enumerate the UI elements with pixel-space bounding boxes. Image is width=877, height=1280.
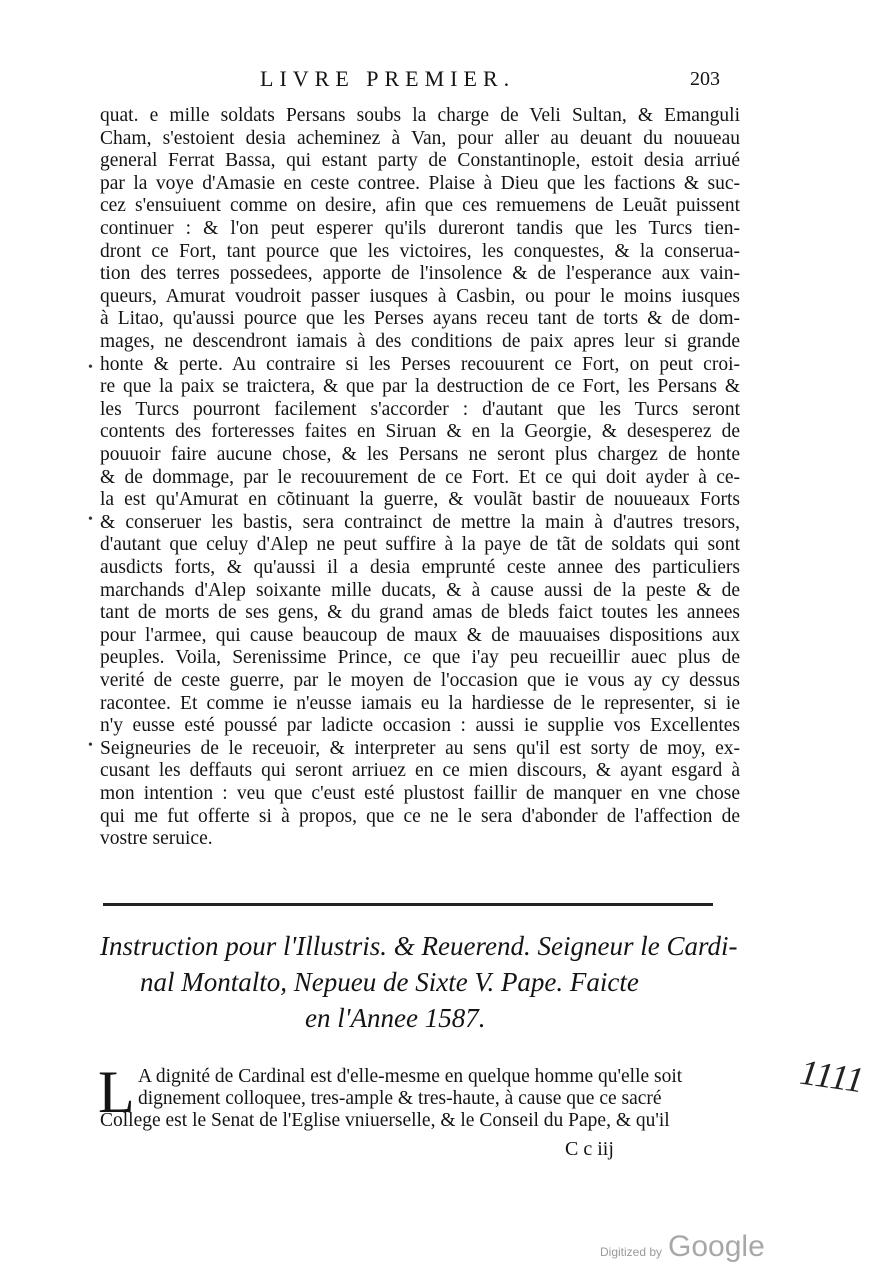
body-line: d'autant que celuy d'Alep ne peut suffire à la paye de tãt de soldats qui sont bbox=[100, 534, 740, 556]
body-line: n'y eusse esté poussé par ladicte occasion : aussi ie supplie vos Excellentes bbox=[100, 715, 740, 737]
section-divider bbox=[103, 903, 713, 906]
body-line: honte & perte. Au contraire si les Perses recouurent ce Fort, on peut croi- bbox=[100, 353, 740, 375]
page-number: 203 bbox=[690, 68, 720, 90]
body-line: tion des terres possedees, apporte de l'insolence & de l'esperance aux vain- bbox=[100, 263, 740, 285]
body-line: peuples. Voila, Serenissime Prince, ce que i'ay peu recueillir auec plus de bbox=[100, 647, 740, 669]
margin-mark: • bbox=[88, 360, 93, 375]
margin-mark: • bbox=[88, 512, 93, 527]
body-line: verité de ceste guerre, par le moyen de l'occasion que ie vous ay cy dessus bbox=[100, 670, 740, 691]
drop-cap: L bbox=[98, 1059, 135, 1125]
body-line: vostre seruice. bbox=[100, 828, 213, 850]
running-head: LIVRE PREMIER. bbox=[260, 66, 516, 91]
google-logo: Google bbox=[668, 1230, 765, 1263]
body-line: mages, ne descendront iamais à des conditions de paix apres leur si grande bbox=[100, 331, 740, 352]
body-line: les Turcs pourront facilement s'accorder : d'autant que les Turcs seront bbox=[100, 398, 740, 420]
body-line: pour l'armee, qui cause beaucoup de maux & de mauuaises dispositions aux bbox=[100, 624, 740, 646]
body-line: general Ferrat Bassa, qui estant party de Constantinople, estoit desia arriué bbox=[100, 150, 740, 172]
body-line: mon intention : veu que c'eust esté plustost faillir de manquer en vne chose bbox=[100, 783, 740, 804]
body-line: par la voye d'Amasie en ceste contree. Plaise à Dieu que les factions & suc- bbox=[100, 172, 740, 194]
body-line: quat. e mille soldats Persans soubs la charge de Veli Sultan, & Emanguli bbox=[100, 105, 740, 126]
section-title-line-1: Instruction pour l'Illustris. & Reuerend. Seigneur le Cardi- bbox=[100, 931, 738, 961]
body-line: Cham, s'estoient desia acheminez à Van, pour aller au deuant du nouueau bbox=[100, 127, 740, 149]
body-line: qui me fut offerte si à propos, que ce ne le sera d'abonder de l'affection de bbox=[100, 805, 740, 827]
margin-mark: • bbox=[88, 738, 93, 753]
body-line: tant de morts de ses gens, & du grand amas de bleds faict toutes les annees bbox=[100, 602, 740, 624]
body-line: & de dommage, par le recouurement de ce Fort. Et ce qui doit ayder à ce- bbox=[100, 466, 740, 488]
body-line: à Litao, qu'aussi pource que les Perses ayans receu tant de torts & de dom- bbox=[100, 308, 740, 330]
paragraph-line: College est le Senat de l'Eglise vniuerselle, & le Conseil du Pape, & qu'il bbox=[100, 1110, 670, 1131]
digitized-by-google-watermark bbox=[600, 1230, 765, 1264]
body-line: re que la paix se traictera, & que par la destruction de ce Fort, les Persans & bbox=[100, 376, 740, 398]
body-line: ausdicts forts, & qu'aussi il a desia emprunté ceste annee des particuliers bbox=[100, 557, 740, 578]
body-line: la est qu'Amurat en cõtinuant la guerre, & voulãt bastir de nouueaux Forts bbox=[100, 489, 740, 511]
body-line: cez s'ensuiuent comme on desire, afin que ces remuemens de Leuãt puissent bbox=[100, 195, 740, 217]
body-line: & conseruer les bastis, sera contrainct de mettre la main à d'autres tresors, bbox=[100, 511, 740, 533]
body-line: pouuoir faire aucune chose, & les Persans ne seront plus chargez de honte bbox=[100, 444, 740, 465]
watermark-prefix: Digitized by bbox=[600, 1245, 663, 1259]
section-title-line-3: en l'Annee 1587. bbox=[305, 1003, 486, 1033]
handwritten-marginal-note: 1111 bbox=[797, 1051, 867, 1101]
body-line: marchands d'Alep soixante mille ducats, & à cause aussi de la peste & de bbox=[100, 579, 740, 601]
paragraph-line: dignement colloquee, tres-ample & tres-haute, à cause que ce sacré bbox=[138, 1088, 662, 1109]
body-line: cusant les deffauts qui seront arriuez en ce mien discours, & ayant esgard à bbox=[100, 760, 740, 782]
body-line: contents des forteresses faites en Siruan & en la Georgie, & desesperez de bbox=[100, 421, 740, 443]
paragraph-line: A dignité de Cardinal est d'elle-mesme en quelque homme qu'elle soit bbox=[138, 1066, 683, 1087]
section-title-line-2: nal Montalto, Nepueu de Sixte V. Pape. Faicte bbox=[140, 967, 639, 997]
body-line: racontee. Et comme ie n'eusse iamais eu la hardiesse de le representer, si ie bbox=[100, 692, 740, 714]
body-line: continuer : & l'on peut esperer qu'ils dureront tandis que les Turcs tien- bbox=[100, 218, 740, 239]
body-line: Seigneuries de le receuoir, & interpreter au sens qu'il est sorty de moy, ex- bbox=[100, 737, 740, 759]
signature-mark: C c iij bbox=[565, 1138, 614, 1160]
body-line: queurs, Amurat voudroit passer iusques à Casbin, ou pour le moins iusques bbox=[100, 285, 740, 307]
body-line: dront ce Fort, tant pource que les victoires, les conquestes, & la conserua- bbox=[100, 240, 740, 262]
